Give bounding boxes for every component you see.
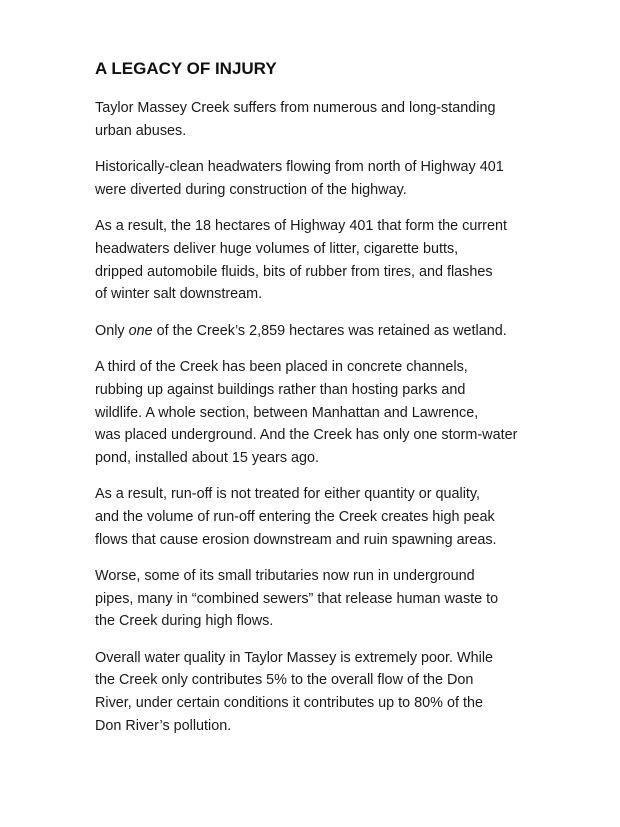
paragraph-line: rubbing up against buildings rather than hosting parks and: [95, 381, 466, 398]
document-page: [95, 58, 575, 751]
paragraph-line: A third of the Creek has been placed in concrete channels,: [95, 359, 468, 376]
paragraph-line: Taylor Massey Creek suffers from numerous and long-standing: [95, 100, 496, 116]
paragraph-1: [95, 97, 575, 142]
paragraph-line: urban abuses.: [95, 122, 187, 139]
paragraph-line: of winter salt downstream.: [95, 286, 263, 303]
paragraph-line: headwaters deliver huge volumes of litter, cigarette butts,: [95, 240, 459, 257]
paragraph-line: were diverted during construction of the highway.: [95, 181, 407, 198]
paragraph-4: [95, 320, 575, 343]
paragraph-line: and the volume of run-off entering the Creek creates high peak: [95, 508, 495, 525]
paragraph-line: the Creek during high flows.: [95, 613, 274, 630]
paragraph-line: dripped automobile fluids, bits of rubber from tires, and flashes: [95, 263, 493, 280]
paragraph-line: Worse, some of its small tributaries now run in underground: [95, 568, 475, 585]
paragraph-5: [95, 356, 575, 469]
paragraph-line: Don River’s pollution.: [95, 717, 232, 734]
paragraph-text-before: Only: [95, 322, 129, 339]
page-title: A LEGACY OF INJURY: [95, 59, 277, 78]
paragraph-line: pond, installed about 15 years ago.: [95, 449, 320, 466]
paragraph-line: Historically-clean headwaters flowing from north of Highway 401: [95, 159, 504, 176]
paragraph-text-after: of the Creek’s 2,859 hectares was retained as wetland.: [152, 322, 507, 339]
paragraph-line: wildlife. A whole section, between Manhattan and Lawrence,: [95, 404, 479, 421]
paragraph-line: pipes, many in “combined sewers” that release human waste to: [95, 590, 499, 607]
paragraph-line: As a result, the 18 hectares of Highway 401 that form the current: [95, 218, 507, 235]
paragraph-line: the Creek only contributes 5% to the overall flow of the Don: [95, 672, 474, 689]
paragraph-3: [95, 215, 575, 305]
paragraph-6: [95, 483, 575, 551]
emphasis-text: one: [128, 322, 153, 339]
paragraph-line: As a result, run-off is not treated for either quantity or quality,: [95, 486, 481, 503]
paragraph-line: Overall water quality in Taylor Massey is extremely poor. While: [95, 649, 494, 666]
paragraph-line: River, under certain conditions it contributes up to 80% of the: [95, 695, 483, 712]
paragraph-line: flows that cause erosion downstream and ruin spawning areas.: [95, 531, 497, 548]
paragraph-8: [95, 647, 575, 737]
paragraph-line: was placed underground. And the Creek has only one storm-water: [95, 427, 518, 444]
paragraph-7: [95, 565, 575, 633]
paragraph-2: [95, 156, 575, 201]
